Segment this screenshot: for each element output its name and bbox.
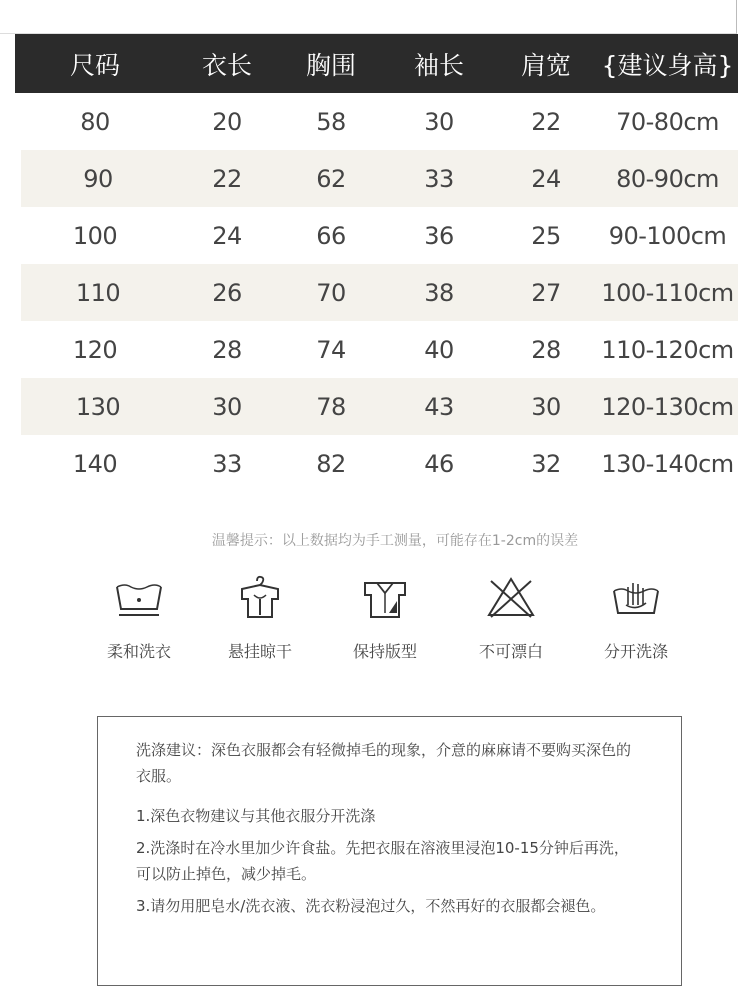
hand-wash-icon <box>608 575 664 621</box>
table-cell: 140 <box>72 449 118 478</box>
table-cell: 80 <box>80 107 110 136</box>
table-cell: 30 <box>424 107 454 136</box>
table-row <box>21 264 738 321</box>
table-cell: 27 <box>531 278 561 307</box>
hang-dry-icon <box>232 575 288 621</box>
wash-advice-item: 1.深色衣物建议与其他衣服分开洗涤 <box>136 807 376 825</box>
size-chart-table <box>15 34 738 492</box>
table-cell: 82 <box>316 449 346 478</box>
table-cell: 90 <box>83 164 113 193</box>
header-chest: 胸围 <box>305 50 356 80</box>
table-cell: 33 <box>212 449 242 478</box>
table-cell: 43 <box>424 392 454 421</box>
gentle-wash-icon <box>111 575 167 621</box>
care-label: 悬挂晾干 <box>227 642 292 661</box>
table-cell: 30 <box>531 392 561 421</box>
header-length: 衣长 <box>201 50 252 80</box>
keep-shape-icon <box>357 575 413 621</box>
table-row <box>15 321 738 378</box>
care-item-keep-shape <box>330 575 440 662</box>
header-size: 尺码 <box>69 50 120 80</box>
care-label: 不可漂白 <box>478 642 543 661</box>
header-shoulder: 肩宽 <box>520 50 571 80</box>
care-label: 柔和洗衣 <box>106 642 171 661</box>
table-body <box>15 93 738 492</box>
measurement-note: 温馨提示：以上数据均为手工测量，可能存在1-2cm的误差 <box>211 533 579 549</box>
table-cell: 24 <box>212 221 242 250</box>
table-cell: 110-120cm <box>601 335 734 364</box>
table-cell: 33 <box>424 164 454 193</box>
table-cell: 110 <box>75 278 121 307</box>
table-cell: 26 <box>212 278 242 307</box>
table-cell: 66 <box>316 221 346 250</box>
table-cell: 100-110cm <box>601 278 734 307</box>
table-cell: 30 <box>212 392 242 421</box>
table-cell: 70 <box>316 278 346 307</box>
table-cell: 38 <box>424 278 454 307</box>
care-item-hang-dry <box>205 575 315 662</box>
header-sleeve: 袖长 <box>413 50 464 80</box>
table-cell: 36 <box>424 221 454 250</box>
care-item-no-bleach <box>456 575 566 662</box>
table-cell: 46 <box>424 449 454 478</box>
table-cell: 28 <box>531 335 561 364</box>
care-item-gentle-wash <box>84 575 194 662</box>
care-instructions <box>0 575 750 670</box>
table-cell: 120-130cm <box>601 392 734 421</box>
table-row <box>15 93 738 150</box>
table-cell: 130 <box>75 392 121 421</box>
wash-advice-item: 2.洗涤时在冷水里加少许食盐。先把衣服在溶液里浸泡10-15分钟后再洗，可以防止掉色，减少掉毛。 <box>136 839 629 883</box>
table-row <box>21 150 738 207</box>
table-cell: 74 <box>316 335 346 364</box>
table-cell: 80-90cm <box>616 164 719 193</box>
wash-advice-item: 3.请勿用肥皂水/洗衣液、洗衣粉浸泡过久，不然再好的衣服都会褪色。 <box>136 897 606 915</box>
table-cell: 130-140cm <box>601 449 734 478</box>
table-cell: 20 <box>212 107 242 136</box>
table-row <box>15 435 738 492</box>
table-cell: 70-80cm <box>616 107 719 136</box>
table-header <box>15 34 738 93</box>
table-row <box>15 207 738 264</box>
table-cell: 28 <box>212 335 242 364</box>
care-label: 分开洗涤 <box>603 642 668 661</box>
table-row <box>21 378 738 435</box>
top-frame <box>0 0 737 34</box>
no-bleach-icon <box>483 575 539 621</box>
table-cell: 22 <box>212 164 242 193</box>
care-label: 保持版型 <box>352 642 417 661</box>
table-cell: 120 <box>72 335 118 364</box>
care-item-separate-wash <box>581 575 691 662</box>
header-height: {建议身高} <box>601 50 734 80</box>
table-cell: 100 <box>72 221 118 250</box>
table-cell: 40 <box>424 335 454 364</box>
wash-advice-box <box>97 716 682 986</box>
table-cell: 25 <box>531 221 561 250</box>
wash-advice-intro: 洗涤建议：深色衣服都会有轻微掉毛的现象，介意的麻麻请不要购买深色的衣服。 <box>136 741 632 785</box>
table-cell: 22 <box>531 107 561 136</box>
table-cell: 90-100cm <box>608 221 727 250</box>
table-cell: 58 <box>316 107 346 136</box>
table-cell: 62 <box>316 164 346 193</box>
table-cell: 32 <box>531 449 561 478</box>
table-cell: 24 <box>531 164 561 193</box>
table-cell: 78 <box>316 392 346 421</box>
